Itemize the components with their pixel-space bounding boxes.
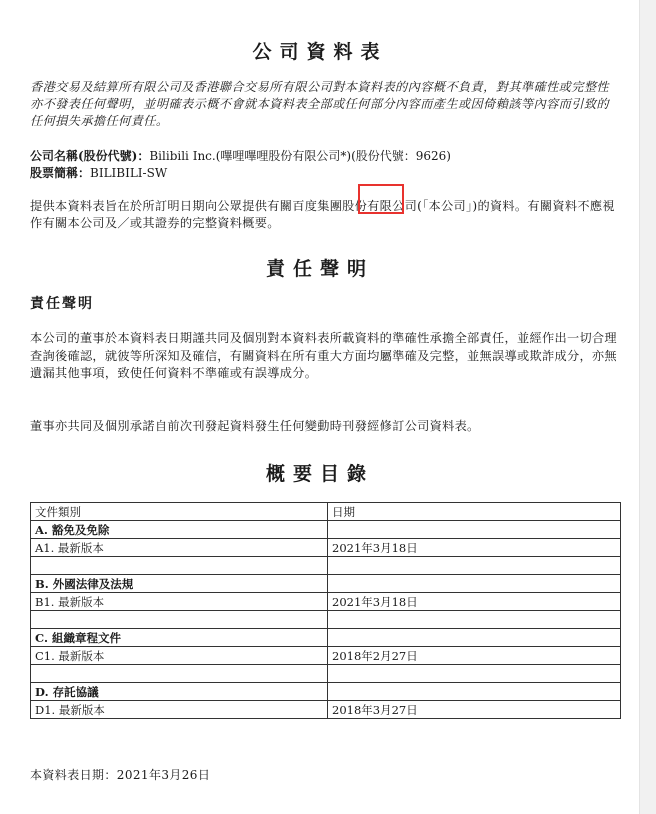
section-c-item: C1. 最新版本 [31, 647, 328, 665]
responsibility-subheading: 責任聲明 [30, 296, 94, 312]
table-row [31, 665, 621, 683]
table-header-row [31, 503, 621, 521]
section-a-name: A. 豁免及免除 [31, 521, 328, 539]
company-info [30, 148, 620, 182]
responsibility-paragraph: 本公司的董事於本資料表日期謹共同及個別對本資料表所載資料的準確性承擔全部責任，並經作出一切合理查詢後確認，就彼等所深知及確信，有關資料在所有重大方面均屬準確及完整，並無誤導或欺詐成分，亦無遺漏其他事項，致使任何資料不準確或有誤導成分。 [30, 331, 617, 380]
stock-short-name-label: 股票簡稱： [30, 166, 91, 180]
section-a-date: 2021年3月18日 [328, 539, 621, 557]
section-d-name: D. 存託協議 [31, 683, 328, 701]
document-date: 本資料表日期：2021年3月26日 [30, 768, 211, 782]
table-row [31, 539, 621, 557]
toc-table [30, 502, 621, 719]
section-b-name: B. 外國法律及法規 [31, 575, 328, 593]
header-doc-type: 文件類別 [31, 503, 328, 521]
responsibility-heading: 責任聲明 [265, 258, 374, 280]
section-a-item: A1. 最新版本 [31, 539, 328, 557]
company-name-label: 公司名稱(股份代號)： [30, 149, 150, 163]
section-b-date: 2021年3月18日 [328, 593, 621, 611]
table-row [31, 521, 621, 539]
section-c-date: 2018年2月27日 [328, 647, 621, 665]
section-d-date: 2018年3月27日 [328, 701, 621, 719]
section-d-item: D1. 最新版本 [31, 701, 328, 719]
table-row [31, 701, 621, 719]
table-row [31, 593, 621, 611]
disclaimer-text: 香港交易及結算所有限公司及香港聯合交易所有限公司對本資料表的內容概不負責，對其準確性或完整性亦不發表任何聲明，並明確表示概不會就本資料表全部或任何部分內容而產生或因倚賴該等內容而引致的任何損失承擔任何責任。 [30, 80, 610, 128]
highlight-box [358, 184, 404, 214]
stock-short-name-value: BILIBILI-SW [90, 166, 168, 180]
table-row [31, 611, 621, 629]
table-row [31, 557, 621, 575]
toc-heading: 概要目錄 [265, 463, 374, 485]
header-date: 日期 [328, 503, 621, 521]
document-title: 公司資料表 [252, 41, 388, 63]
section-c-name: C. 組織章程文件 [31, 629, 328, 647]
section-b-item: B1. 最新版本 [31, 593, 328, 611]
vertical-scrollbar[interactable] [639, 0, 656, 814]
table-row [31, 647, 621, 665]
table-row [31, 683, 621, 701]
undertaking-paragraph: 董事亦共同及個別承諾自前次刊發起資料發生任何變動時刊發經修訂公司資料表。 [30, 419, 480, 433]
intro-paragraph: 提供本資料表旨在於所訂明日期向公眾提供有關百度集團股份有限公司(「本公司」)的資料。有關資料不應視作有關本公司及／或其證券的完整資料概要。 [30, 199, 615, 230]
table-row [31, 575, 621, 593]
table-row [31, 629, 621, 647]
company-name-value: Bilibili Inc.(嗶哩嗶哩股份有限公司*)(股份代號：9626) [149, 149, 451, 163]
